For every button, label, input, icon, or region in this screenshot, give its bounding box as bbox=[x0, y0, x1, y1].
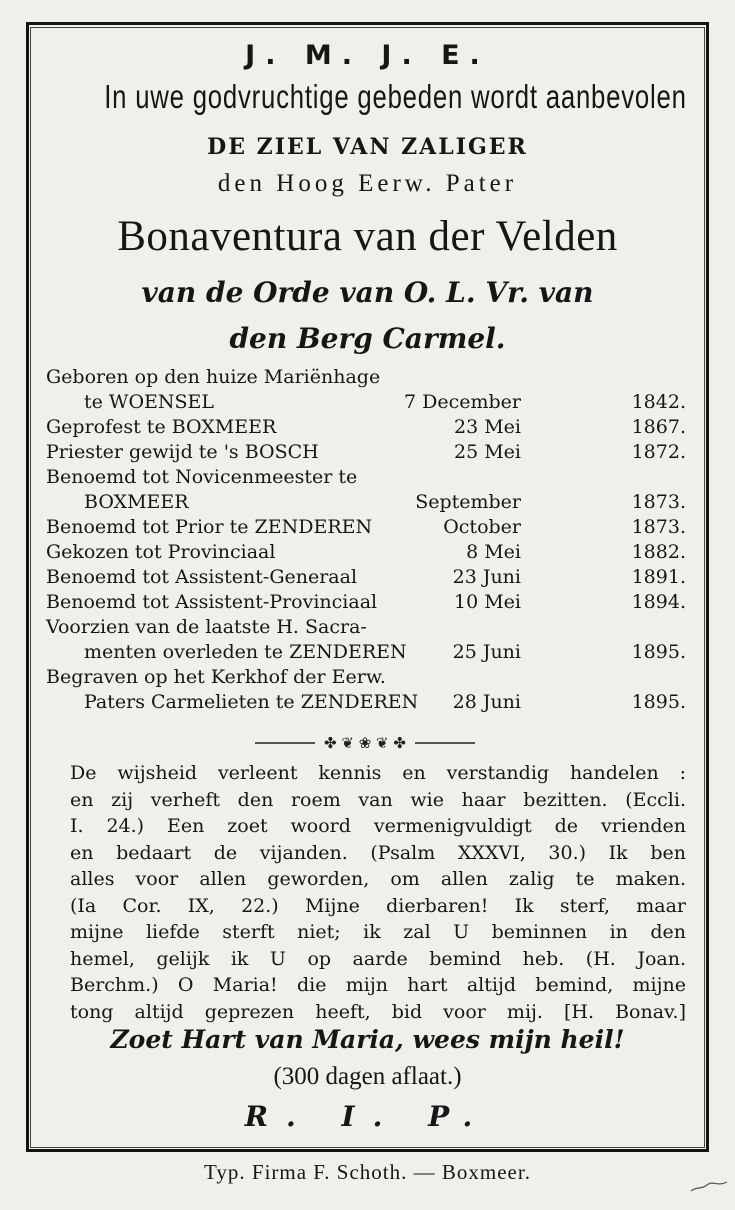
recommend-line: In uwe godvruchtige gebeden wordt aanbevolen bbox=[104, 78, 687, 115]
life-event-row bbox=[46, 540, 686, 565]
order-line-2: den Berg Carmel. bbox=[229, 322, 506, 355]
indulgence-line: (300 dagen aflaat.) bbox=[273, 1063, 462, 1090]
paragraph-line: en zij verheft den roem van wie haar bezitten. (Eccli. bbox=[70, 788, 686, 811]
life-event-row bbox=[46, 440, 686, 465]
event-year: 1842. bbox=[631, 391, 686, 413]
event-text: Priester gewijd te 's BOSCH bbox=[46, 441, 319, 463]
order-line-1: van de Orde van O. L. Vr. van bbox=[141, 276, 594, 309]
rip-line: R. I. P. bbox=[244, 1100, 491, 1133]
life-event-row bbox=[46, 690, 686, 715]
event-text: menten overleden te ZENDEREN bbox=[84, 641, 407, 663]
event-year: 1894. bbox=[631, 591, 686, 613]
pencil-mark bbox=[689, 1178, 729, 1194]
event-date: 25 Mei bbox=[454, 441, 521, 463]
event-date: 23 Juni bbox=[452, 566, 521, 588]
event-text: Begraven op het Kerkhof der Eerw. bbox=[46, 666, 386, 688]
paragraph-line: alles voor allen geworden, om allen zalig te maken. bbox=[70, 868, 686, 890]
event-year: 1891. bbox=[631, 566, 686, 588]
paragraph-line: tong altijd geprezen heeft, bid voor mij. [H. Bonav.] bbox=[70, 1000, 686, 1023]
paragraph-line: I. 24.) Een zoet woord vermenigvuldigt de vrienden bbox=[70, 815, 686, 837]
event-date: September bbox=[415, 491, 521, 513]
event-date: 23 Mei bbox=[454, 416, 521, 438]
event-text: BOXMEER bbox=[84, 491, 189, 513]
life-event-row bbox=[46, 665, 686, 690]
scripture-paragraph bbox=[70, 760, 686, 1025]
svg-text:✤ ❦ ❀ ❦ ✤: ✤ ❦ ❀ ❦ ✤ bbox=[324, 735, 406, 751]
event-text: Benoemd tot Assistent-Generaal bbox=[46, 566, 358, 588]
event-text: Voorzien van de laatste H. Sacra- bbox=[46, 616, 367, 638]
event-text: te WOENSEL bbox=[84, 391, 215, 413]
event-text: Benoemd tot Novicenmeester te bbox=[46, 466, 358, 488]
jmje-heading: J. M. J. E. bbox=[245, 40, 490, 71]
event-year: 1873. bbox=[631, 491, 686, 513]
event-year: 1895. bbox=[631, 641, 686, 663]
event-text: Gekozen tot Provinciaal bbox=[46, 541, 276, 563]
event-text: Geboren op den huize Mariënhage bbox=[46, 366, 381, 388]
life-event-row bbox=[46, 415, 686, 440]
title-line: den Hoog Eerw. Pater bbox=[217, 170, 518, 197]
prayer-line: Zoet Hart van Maria, wees mijn heil! bbox=[110, 1025, 625, 1054]
life-events-list bbox=[46, 365, 686, 715]
event-date: 8 Mei bbox=[466, 541, 521, 563]
soul-line: DE ZIEL VAN ZALIGER bbox=[207, 134, 528, 160]
event-date: 25 Juni bbox=[452, 641, 521, 663]
life-event-row bbox=[46, 565, 686, 590]
event-text: Geprofest te BOXMEER bbox=[46, 416, 277, 438]
paragraph-line: hemel, gelijk ik U op aarde bemind heb. (H. Joan. bbox=[70, 947, 686, 970]
event-date: 7 December bbox=[404, 391, 521, 413]
event-date: 28 Juni bbox=[452, 691, 521, 713]
event-text: Paters Carmelieten te ZENDEREN bbox=[84, 691, 419, 713]
paragraph-line: mijne liefde sterft niet; ik zal U beminnen in den bbox=[70, 921, 686, 943]
event-year: 1873. bbox=[631, 516, 686, 538]
paragraph-line: Berchm.) O Maria! die mijn hart altijd bemind, mijne bbox=[70, 974, 686, 996]
paragraph-line: De wijsheid verleent kennis en verstandig handelen : bbox=[70, 762, 686, 784]
event-year: 1867. bbox=[631, 416, 686, 438]
life-event-row bbox=[46, 390, 686, 415]
event-text: Benoemd tot Prior te ZENDEREN bbox=[46, 516, 373, 538]
life-event-row bbox=[46, 365, 686, 390]
ornament-divider bbox=[255, 735, 475, 751]
life-event-row bbox=[46, 515, 686, 540]
event-year: 1895. bbox=[631, 691, 686, 713]
life-event-row bbox=[46, 640, 686, 665]
event-text: Benoemd tot Assistent-Provinciaal bbox=[46, 591, 378, 613]
event-year: 1882. bbox=[631, 541, 686, 563]
event-year: 1872. bbox=[631, 441, 686, 463]
life-event-row bbox=[46, 490, 686, 515]
life-event-row bbox=[46, 615, 686, 640]
life-event-row bbox=[46, 465, 686, 490]
deceased-name: Bonaventura van der Velden bbox=[117, 213, 618, 260]
paragraph-line: en bedaart de vijanden. (Psalm XXXVI, 30.) Ik ben bbox=[70, 841, 686, 864]
printer-credit: Typ. Firma F. Schoth. — Boxmeer. bbox=[204, 1160, 531, 1184]
event-date: 10 Mei bbox=[454, 591, 521, 613]
paragraph-line: (Ia Cor. IX, 22.) Mijne dierbaren! Ik sterf, maar bbox=[70, 894, 686, 917]
life-event-row bbox=[46, 590, 686, 615]
event-date: October bbox=[443, 516, 521, 538]
